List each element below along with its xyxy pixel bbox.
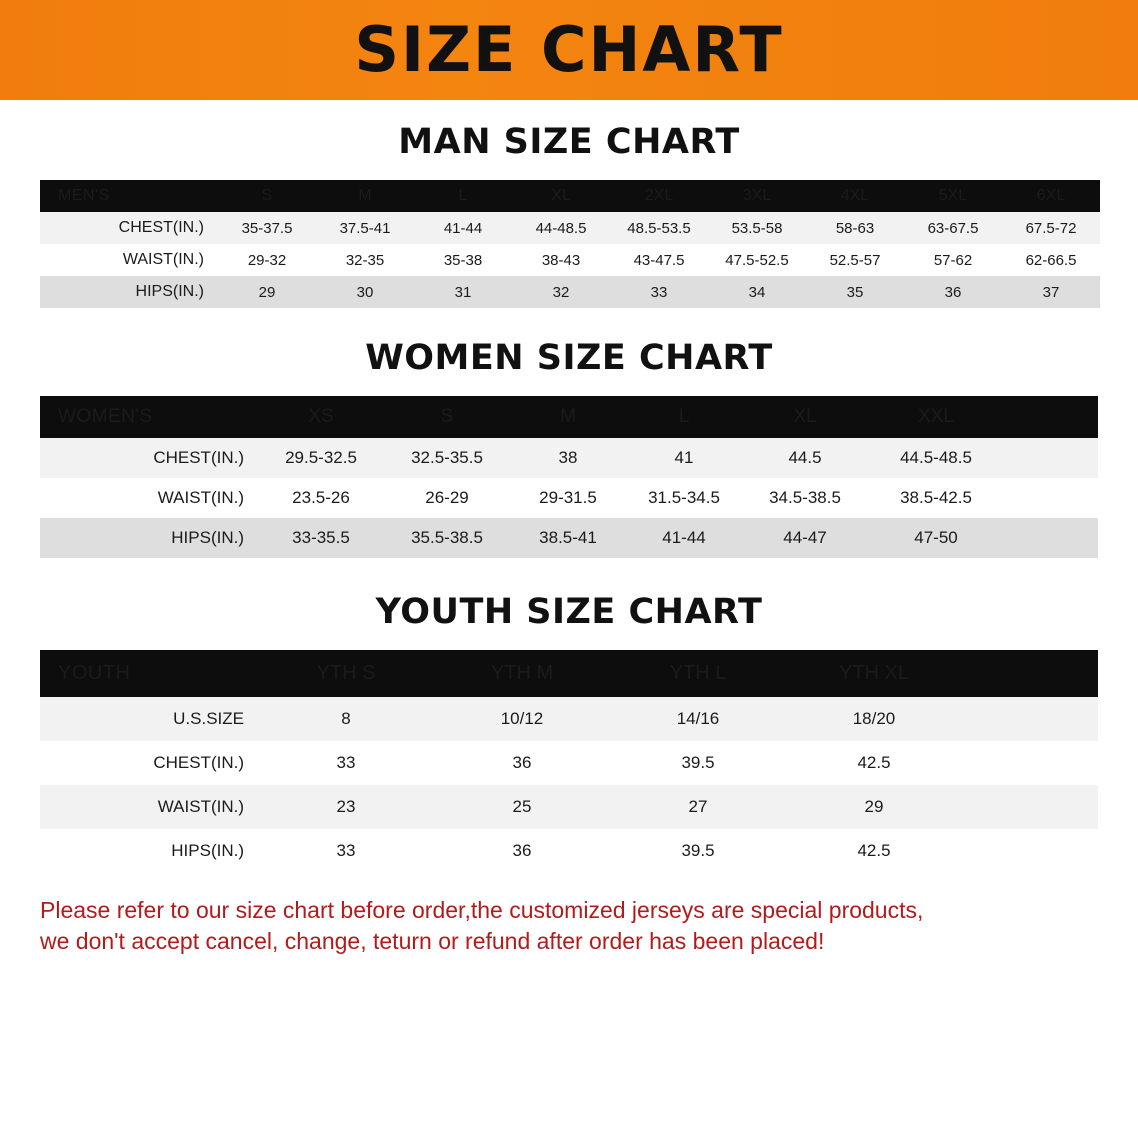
- women-cell: 41-44: [662, 528, 706, 547]
- men-cell: 38-43: [541, 251, 581, 269]
- women-corner-label: WOMEN'S: [58, 406, 153, 427]
- women-cell: 34.5-38.5: [769, 488, 841, 507]
- youth-size-header: YTH L: [669, 662, 727, 684]
- youth-corner-label: YOUTH: [58, 662, 131, 684]
- men-cell: 47.5-52.5: [725, 251, 789, 269]
- youth-row-label: WAIST(IN.): [157, 797, 244, 816]
- page-banner: [0, 0, 1138, 100]
- women-cell: 44-47: [783, 528, 827, 547]
- youth-row-label: HIPS(IN.): [171, 841, 244, 860]
- women-row-spacer: [1004, 478, 1098, 518]
- women-cell: 38.5-42.5: [900, 488, 972, 507]
- women-row-label: CHEST(IN.): [153, 448, 244, 467]
- women-cell: 41: [674, 448, 694, 467]
- women-cell: 44.5-48.5: [900, 448, 972, 467]
- men-cell: 37.5-41: [339, 219, 391, 237]
- women-cell: 33-35.5: [292, 528, 350, 547]
- men-cell: 33: [650, 283, 668, 301]
- order-notice: [40, 895, 1098, 957]
- men-size-header: L: [458, 187, 468, 204]
- youth-header-row: [40, 650, 1098, 697]
- women-header-row: [40, 396, 1098, 438]
- women-row-label: HIPS(IN.): [171, 528, 244, 547]
- men-cell: 29-32: [247, 251, 287, 269]
- men-header-row: [40, 180, 1100, 212]
- men-size-header: 6XL: [1036, 187, 1066, 204]
- women-cell: 31.5-34.5: [648, 488, 720, 507]
- table-row: [40, 829, 1098, 873]
- women-row-label: WAIST(IN.): [157, 488, 244, 507]
- youth-cell: 33: [336, 841, 356, 860]
- youth-cell: 27: [688, 797, 708, 816]
- men-cell: 36: [944, 283, 962, 301]
- youth-cell: 33: [336, 753, 356, 772]
- men-size-header: 2XL: [644, 187, 674, 204]
- table-row: [40, 244, 1100, 276]
- men-cell: 63-67.5: [927, 219, 979, 237]
- men-cell: 32-35: [345, 251, 385, 269]
- men-cell: 48.5-53.5: [627, 219, 691, 237]
- women-cell: 23.5-26: [292, 488, 350, 507]
- women-cell: 32.5-35.5: [411, 448, 483, 467]
- youth-size-chart: [40, 650, 1098, 873]
- men-size-header: 4XL: [840, 187, 870, 204]
- men-row-label: WAIST(IN.): [122, 251, 204, 268]
- women-size-header: XS: [308, 406, 334, 427]
- table-row: [40, 212, 1100, 244]
- youth-cell: 29: [864, 797, 884, 816]
- youth-cell: 18/20: [852, 709, 896, 728]
- youth-cell: 39.5: [681, 753, 715, 772]
- men-size-header: 3XL: [742, 187, 772, 204]
- table-row: [40, 785, 1098, 829]
- table-row: [40, 697, 1098, 741]
- youth-cell: 42.5: [857, 753, 891, 772]
- men-cell: 35: [846, 283, 864, 301]
- men-cell: 35-38: [443, 251, 483, 269]
- men-cell: 34: [748, 283, 766, 301]
- women-size-header: XL: [793, 406, 817, 427]
- men-cell: 31: [454, 283, 472, 301]
- youth-size-header: YTH M: [490, 662, 554, 684]
- men-size-header: XL: [551, 187, 571, 204]
- table-row: [40, 438, 1098, 478]
- men-cell: 53.5-58: [731, 219, 783, 237]
- women-size-table: [40, 396, 1098, 558]
- women-cell: 38: [558, 448, 578, 467]
- youth-cell: 25: [512, 797, 532, 816]
- women-cell: 26-29: [425, 488, 469, 507]
- youth-cell: 10/12: [500, 709, 544, 728]
- man-size-chart: [40, 180, 1098, 308]
- youth-size-header: YTH S: [316, 662, 376, 684]
- women-size-header: L: [678, 406, 690, 427]
- table-row: [40, 276, 1100, 308]
- women-cell: 47-50: [914, 528, 958, 547]
- youth-cell: 14/16: [676, 709, 720, 728]
- men-cell: 67.5-72: [1025, 219, 1077, 237]
- youth-cell: 42.5: [857, 841, 891, 860]
- youth-size-header: YTH XL: [838, 662, 910, 684]
- youth-size-table: [40, 650, 1098, 873]
- men-cell: 41-44: [443, 219, 483, 237]
- men-cell: 37: [1042, 283, 1060, 301]
- women-cell: 29.5-32.5: [285, 448, 357, 467]
- notice-line-2: we don't accept cancel, change, teturn or refund after order has been placed!: [40, 928, 825, 955]
- table-row: [40, 518, 1098, 558]
- youth-cell: 36: [512, 753, 532, 772]
- women-row-spacer: [1004, 518, 1098, 558]
- men-cell: 44-48.5: [535, 219, 587, 237]
- women-size-header: XXL: [918, 406, 954, 427]
- men-cell: 57-62: [933, 251, 973, 269]
- men-cell: 29: [258, 283, 276, 301]
- youth-row-spacer: [962, 697, 1098, 741]
- men-cell: 62-66.5: [1025, 251, 1077, 269]
- man-size-table: [40, 180, 1100, 308]
- youth-cell: 36: [512, 841, 532, 860]
- men-cell: 52.5-57: [829, 251, 881, 269]
- men-cell: 35-37.5: [241, 219, 293, 237]
- notice-line-1: Please refer to our size chart before order,the customized jerseys are special products,: [40, 897, 924, 923]
- men-corner-label: MEN'S: [58, 187, 110, 204]
- women-cell: 38.5-41: [539, 528, 597, 547]
- men-row-label: HIPS(IN.): [135, 283, 204, 300]
- women-size-chart: [40, 396, 1098, 558]
- man-section-heading: MAN SIZE CHART: [398, 122, 740, 162]
- women-size-header: M: [560, 406, 576, 427]
- women-size-header: S: [440, 406, 454, 427]
- youth-row-label: CHEST(IN.): [153, 753, 244, 772]
- women-cell: 35.5-38.5: [411, 528, 483, 547]
- youth-cell: 8: [341, 709, 351, 728]
- women-cell: 29-31.5: [539, 488, 597, 507]
- women-section-heading: WOMEN SIZE CHART: [365, 338, 773, 378]
- page-title: SIZE CHART: [354, 13, 784, 86]
- youth-header-spacer: [962, 650, 1098, 697]
- men-cell: 32: [552, 283, 570, 301]
- men-cell: 30: [356, 283, 374, 301]
- men-size-header: 5XL: [938, 187, 968, 204]
- women-row-spacer: [1004, 438, 1098, 478]
- men-cell: 43-47.5: [633, 251, 685, 269]
- men-cell: 58-63: [835, 219, 875, 237]
- women-header-spacer: [1004, 396, 1098, 438]
- youth-cell: 39.5: [681, 841, 715, 860]
- youth-section-heading: YOUTH SIZE CHART: [375, 592, 763, 632]
- men-size-header: M: [358, 187, 372, 204]
- youth-cell: 23: [336, 797, 356, 816]
- youth-row-spacer: [962, 829, 1098, 873]
- youth-row-spacer: [962, 741, 1098, 785]
- men-size-header: S: [261, 187, 273, 204]
- men-row-label: CHEST(IN.): [118, 219, 204, 236]
- women-cell: 44.5: [788, 448, 822, 467]
- youth-row-spacer: [962, 785, 1098, 829]
- table-row: [40, 478, 1098, 518]
- youth-row-label: U.S.SIZE: [173, 709, 244, 728]
- table-row: [40, 741, 1098, 785]
